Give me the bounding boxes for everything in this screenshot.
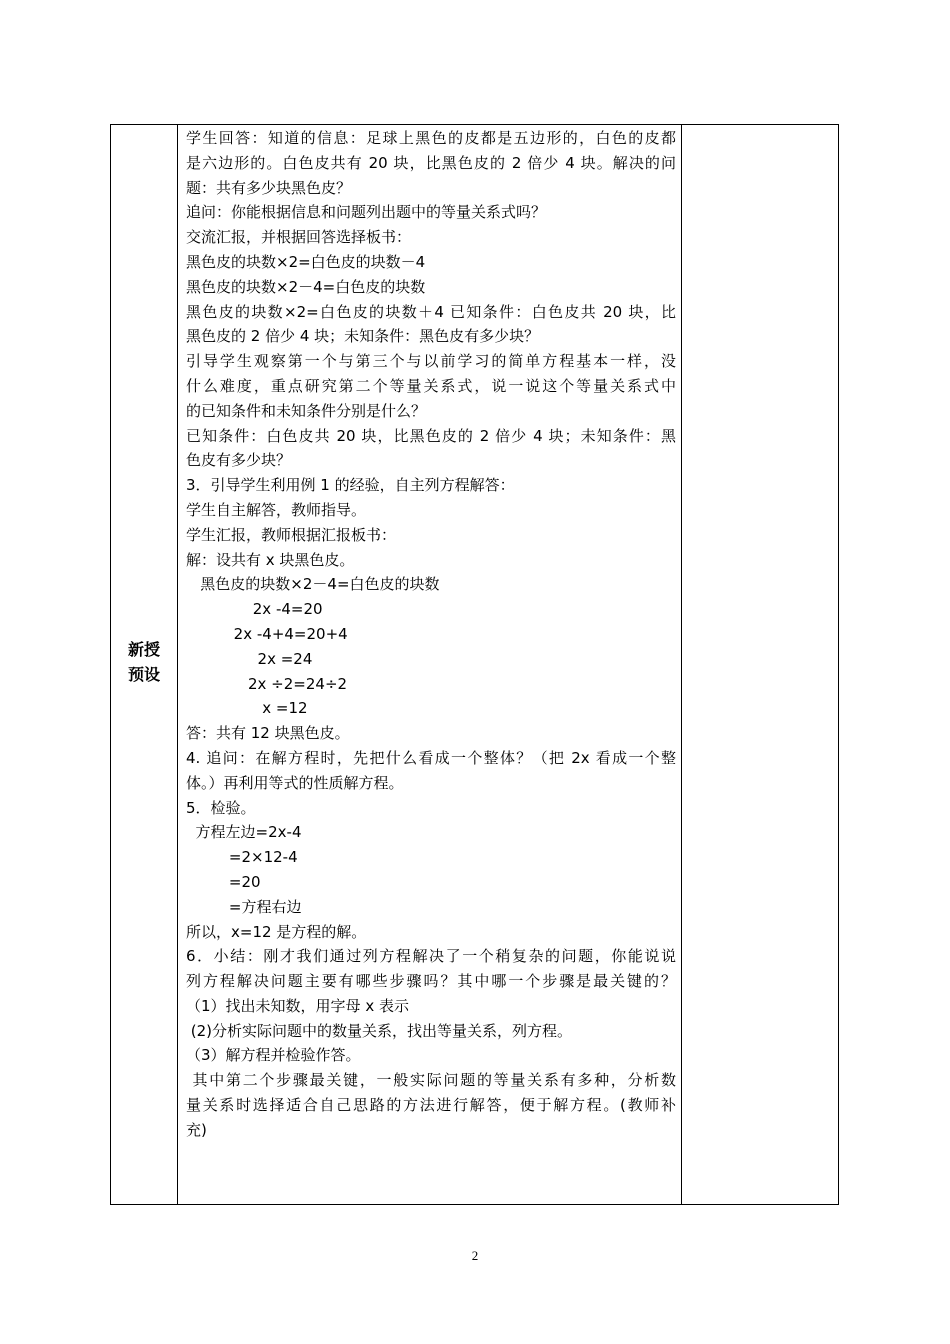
- content-line: =方程右边: [186, 897, 302, 916]
- content-line: 已知条件：白色皮共 20 块，比黑色皮的 2 倍少 4 块；未知条件：黑: [186, 426, 676, 445]
- content-line: 黑色皮的 2 倍少 4 块；未知条件：黑色皮有多少块？: [186, 327, 540, 346]
- section-label: [111, 637, 177, 687]
- content-line: 黑色皮的块数×2－4=白色皮的块数: [186, 575, 440, 594]
- content-line: 色皮有多少块？: [186, 451, 292, 470]
- content-line: 的已知条件和未知条件分别是什么？: [186, 401, 427, 420]
- content-line: 2x ÷2=24÷2: [186, 674, 348, 693]
- content-line: 体。）再利用等式的性质解方程。: [186, 773, 404, 792]
- content-line: 列方程解决问题主要有哪些步骤吗？其中哪一个步骤是最关键的？: [186, 972, 676, 991]
- content-line: x =12: [186, 699, 308, 718]
- content-line: =2×12-4: [186, 848, 298, 867]
- content-line: 量关系时选择适合自己思路的方法进行解答，便于解方程。(教师补: [186, 1096, 676, 1115]
- content-line: 题：共有多少块黑色皮？: [186, 178, 352, 197]
- column-divider-right: [681, 125, 682, 1204]
- content-line: 学生汇报，教师根据汇报板书：: [186, 525, 397, 544]
- content-line: 黑色皮的块数×2=白色皮的块数－4: [186, 252, 426, 271]
- content-line: 引导学生观察第一个与第三个与以前学习的简单方程基本一样，没: [186, 352, 676, 371]
- content-line: 所以，x=12 是方程的解。: [186, 922, 367, 941]
- content-line: =20: [186, 872, 261, 891]
- lesson-content: [186, 126, 676, 1143]
- content-line: 是六边形的。白色皮共有 20 块，比黑色皮的 2 倍少 4 块。解决的问: [186, 153, 676, 172]
- content-line: 2x -4+4=20+4: [186, 624, 348, 643]
- content-line: 3．引导学生利用例 1 的经验，自主列方程解答：: [186, 476, 515, 495]
- lesson-table: [110, 124, 839, 1205]
- page-number: 2: [471, 1248, 479, 1263]
- section-label-line2: 预设: [127, 665, 160, 684]
- content-line: (2)分析实际问题中的数量关系，找出等量关系，列方程。: [186, 1021, 573, 1040]
- content-line: 2x =24: [186, 649, 313, 668]
- content-line: 交流汇报，并根据回答选择板书：: [186, 228, 412, 247]
- content-line: 5．检验。: [186, 798, 256, 817]
- content-line: （1）找出未知数，用字母 x 表示: [186, 996, 409, 1015]
- section-label-line1: 新授: [127, 640, 160, 659]
- content-line: 答：共有 12 块黑色皮。: [186, 724, 350, 743]
- content-line: 黑色皮的块数×2－4=白色皮的块数: [186, 277, 426, 296]
- content-line: 黑色皮的块数×2=白色皮的块数＋4 已知条件：白色皮共 20 块，比: [186, 302, 676, 321]
- content-line: 学生回答：知道的信息：足球上黑色的皮都是五边形的，白色的皮都: [186, 129, 676, 147]
- content-line: （3）解方程并检验作答。: [186, 1046, 361, 1065]
- content-line: 追问：你能根据信息和问题列出题中的等量关系式吗？: [186, 203, 547, 222]
- column-divider-left: [177, 125, 178, 1204]
- content-line: 其中第二个步骤最关键，一般实际问题的等量关系有多种，分析数: [186, 1071, 676, 1090]
- content-line: 充): [186, 1120, 207, 1139]
- content-line: 什么难度，重点研究第二个等量关系式，说一说这个等量关系式中: [186, 376, 676, 395]
- content-line: 解：设共有 x 块黑色皮。: [186, 550, 355, 569]
- content-line: 方程左边=2x-4: [186, 823, 302, 842]
- content-line: 2x -4=20: [186, 600, 323, 619]
- content-line: 学生自主解答，教师指导。: [186, 500, 367, 519]
- content-line: 6．小结：刚才我们通过列方程解决了一个稍复杂的问题，你能说说: [186, 947, 676, 966]
- content-line: 4. 追问：在解方程时，先把什么看成一个整体？（把 2x 看成一个整: [186, 748, 676, 767]
